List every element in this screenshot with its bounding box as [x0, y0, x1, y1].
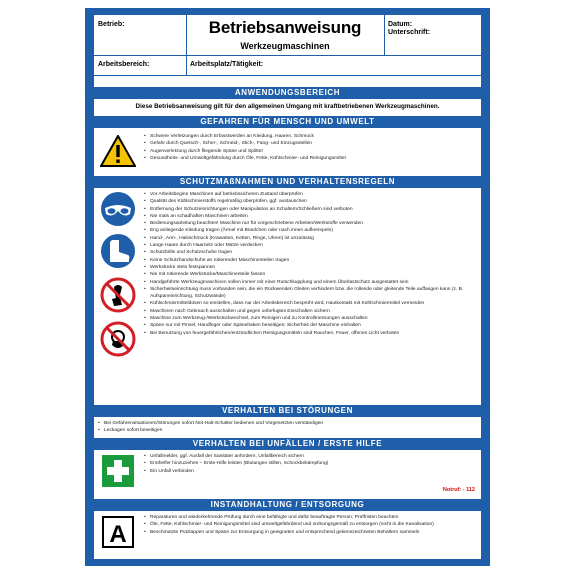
arbeitsbereich-label: Arbeitsbereich:: [98, 61, 150, 68]
list-item: • Eng anliegende Kleidung tragen (Ärmel mit Bündchen oder nach innen aufkrempeln): [144, 227, 479, 234]
list-item: • Ein Unfall verbinden: [144, 468, 479, 475]
letter-a-icon: [102, 516, 148, 548]
schutz-icons: [100, 191, 146, 357]
list-item: • Sicherheitseinrichtung muss vorhanden sein, die ein Rückwenden Gleiten verhindern bzw. die rollende oder gleitende Teile auffangen kann (z. B. Aufspaneinrichtung, Schutzwände): [144, 286, 479, 301]
schutz-heading: SCHUTZMAßNAHMEN UND VERHALTENSREGELN: [94, 176, 481, 188]
unfaelle-section: [94, 453, 481, 493]
no-touch-rotating-icon: [100, 277, 146, 313]
anwendung-text: Diese Betriebsanweisung gilt für den allgemeinen Umgang mit kraftbetriebenen Werkzeugmaschinen.: [135, 103, 440, 110]
datum-label: Datum:: [388, 21, 413, 28]
unterschrift-label: Unterschrift:: [388, 29, 431, 36]
list-item: • Keine Schutzhandschuhe an rotierender Maschinenteilen tragen: [144, 257, 479, 264]
sign-content: [94, 15, 481, 559]
list-item: • Lange Haare durch Haarnetz oder Mütze verdecken: [144, 242, 479, 249]
first-aid-icon: [102, 455, 148, 487]
stoerungen-list: [98, 420, 478, 435]
list-item: • Augenverletzung durch fliegende Späne und Splitter: [144, 148, 479, 155]
betrieb-label: Betrieb:: [98, 21, 125, 28]
list-item: • Hand-, Arm-, Halsschmuck (Krawatten, Ketten, Ringe, Uhren) ist unzulässig: [144, 235, 479, 242]
list-item: • Bei Benutzung von feuergefährlichen/entzündlichen Reinigungsmitteln sind Rauchen, Feuer, offenes Licht verboten: [144, 330, 479, 337]
list-item: • Unfallmelder, ggf. Ausfall der Sanitäter anfordern, Unfallbereich sichern: [144, 453, 479, 460]
safety-glasses-icon: [100, 191, 146, 227]
page-subtitle: Werkzeugmaschinen: [240, 41, 330, 51]
unfaelle-heading: VERHALTEN BEI UNFÄLLEN / ERSTE HILFE: [94, 438, 481, 450]
instandhaltung-section: [94, 514, 481, 559]
list-item: • Leckagen sofort beseitigen: [98, 427, 478, 434]
list-item: • Maschinen nach Gebrauch ausschalten und gegen unbefugtes Einschalten sichern: [144, 308, 479, 315]
anwendung-heading: ANWENDUNGSBEREICH: [94, 87, 481, 99]
gefahren-section: [94, 133, 481, 173]
operating-instruction-sign: [85, 8, 490, 566]
stoerungen-section: [94, 420, 481, 438]
schutz-list: [144, 191, 479, 337]
notruf-number: Notruf: - 112: [442, 487, 475, 493]
instandhaltung-list: [144, 514, 479, 536]
list-item: • Werkstücke stets festspannen: [144, 264, 479, 271]
unfaelle-list: [144, 453, 479, 475]
stoerungen-heading: VERHALTEN BEI STÖRUNGEN: [94, 405, 481, 417]
safety-shoe-icon: [100, 233, 146, 269]
list-item: • Bei Gefahrensituationen/Störungen sofort Not-Halt-Schalter bedienen und Vorgesetzten verständigen: [98, 420, 478, 427]
letter-a-text: A: [109, 521, 127, 548]
list-item: • Vor Arbeitsbeginn Maschinen auf betriebssicheren Zustand überprüfen: [144, 191, 479, 198]
page-title: Betriebsanweisung: [208, 18, 362, 37]
header: [94, 15, 481, 76]
schutz-section: [94, 191, 481, 401]
list-item: • Öle, Fette, Kühlschmier- und Reinigungsmittel sind umweltgefährdend und ordnungsgemäß zu entsorgen (nicht in die Kanalisation): [144, 521, 479, 528]
no-gloves-icon: [100, 321, 146, 357]
list-item: • Gesundheits- und Umweltgefährdung durch Öle, Fette, Kühlschmier- und Reinigungsmittel: [144, 155, 479, 162]
list-item: • Qualität des Kühlschmierstoffs regelmäßig überprüfen, ggf. austauschen: [144, 198, 479, 205]
list-item: • Späne nur mit Pinsel, Handfeger oder Spänehaken beseitigen; Sicherheit der Maschine einhalten: [144, 322, 479, 329]
list-item: • Ersthelfer hinzuziehen – Erste-Hilfe leisten (Blutungen stillen, Schockbekämpfung): [144, 460, 479, 467]
list-item: • Bedienungsanleitung beachten! Maschine nur für vorgeschriebene Arbeiten/Werkstoffe verwenden: [144, 220, 479, 227]
gefahren-heading: GEFAHREN FÜR MENSCH UND UMWELT: [94, 116, 481, 128]
list-item: • Nie mals an schadhaften Maschinen arbeiten: [144, 213, 479, 220]
gefahren-list: [144, 133, 479, 162]
list-item: • Maschine zum Werkzeug-/Werkstückwechsel, zum Reinigen und zu Kontrollmessungen ausschalten: [144, 315, 479, 322]
list-item: • Reparaturen und wiederkehrende Prüfung durch eine befähigte und dafür beauftragte Person; Prüffristen beachten: [144, 514, 479, 521]
list-item: • Schutzbrille und Schutzschuhe tragen: [144, 249, 479, 256]
list-item: • Beschmutzte Putzlappen und Späne zur Entsorgung in geeigneten und entsprechend gekennzeichneten Behältern sammeln: [144, 529, 479, 536]
arbeitsplatz-label: Arbeitsplatz/Tätigkeit:: [190, 61, 264, 68]
list-item: • Entfernung der Schutzeinrichtungen oder Manipulation an Schaltern/Schließern sind verboten: [144, 206, 479, 213]
list-item: • Handgeführte Werkzeugmaschinen sollen immer mit einer Rutschkupplung und einem Überlastschutz ausgestattet sein: [144, 279, 479, 286]
list-item: • Nie mit rotierende Werkstücke/Maschinenteile fassen: [144, 271, 479, 278]
list-item: • Kühlschmiermitteldüsen so einstellen, dass nur der Arbeitsbereich besprüht wird, Hautkontakt mit Kühlschmiermittel vermeiden: [144, 300, 479, 307]
warning-icon: [100, 135, 146, 167]
instandhaltung-heading: INSTANDHALTUNG / ENTSORGUNG: [94, 499, 481, 511]
list-item: • Schwere Verletzungen durch Erfasstwerden an Kleidung, Haaren, Schmuck: [144, 133, 479, 140]
list-item: • Gefahr durch Quetsch-, Scher-, Schneid-, Stich-, Fang- und Einzugsstellen: [144, 140, 479, 147]
